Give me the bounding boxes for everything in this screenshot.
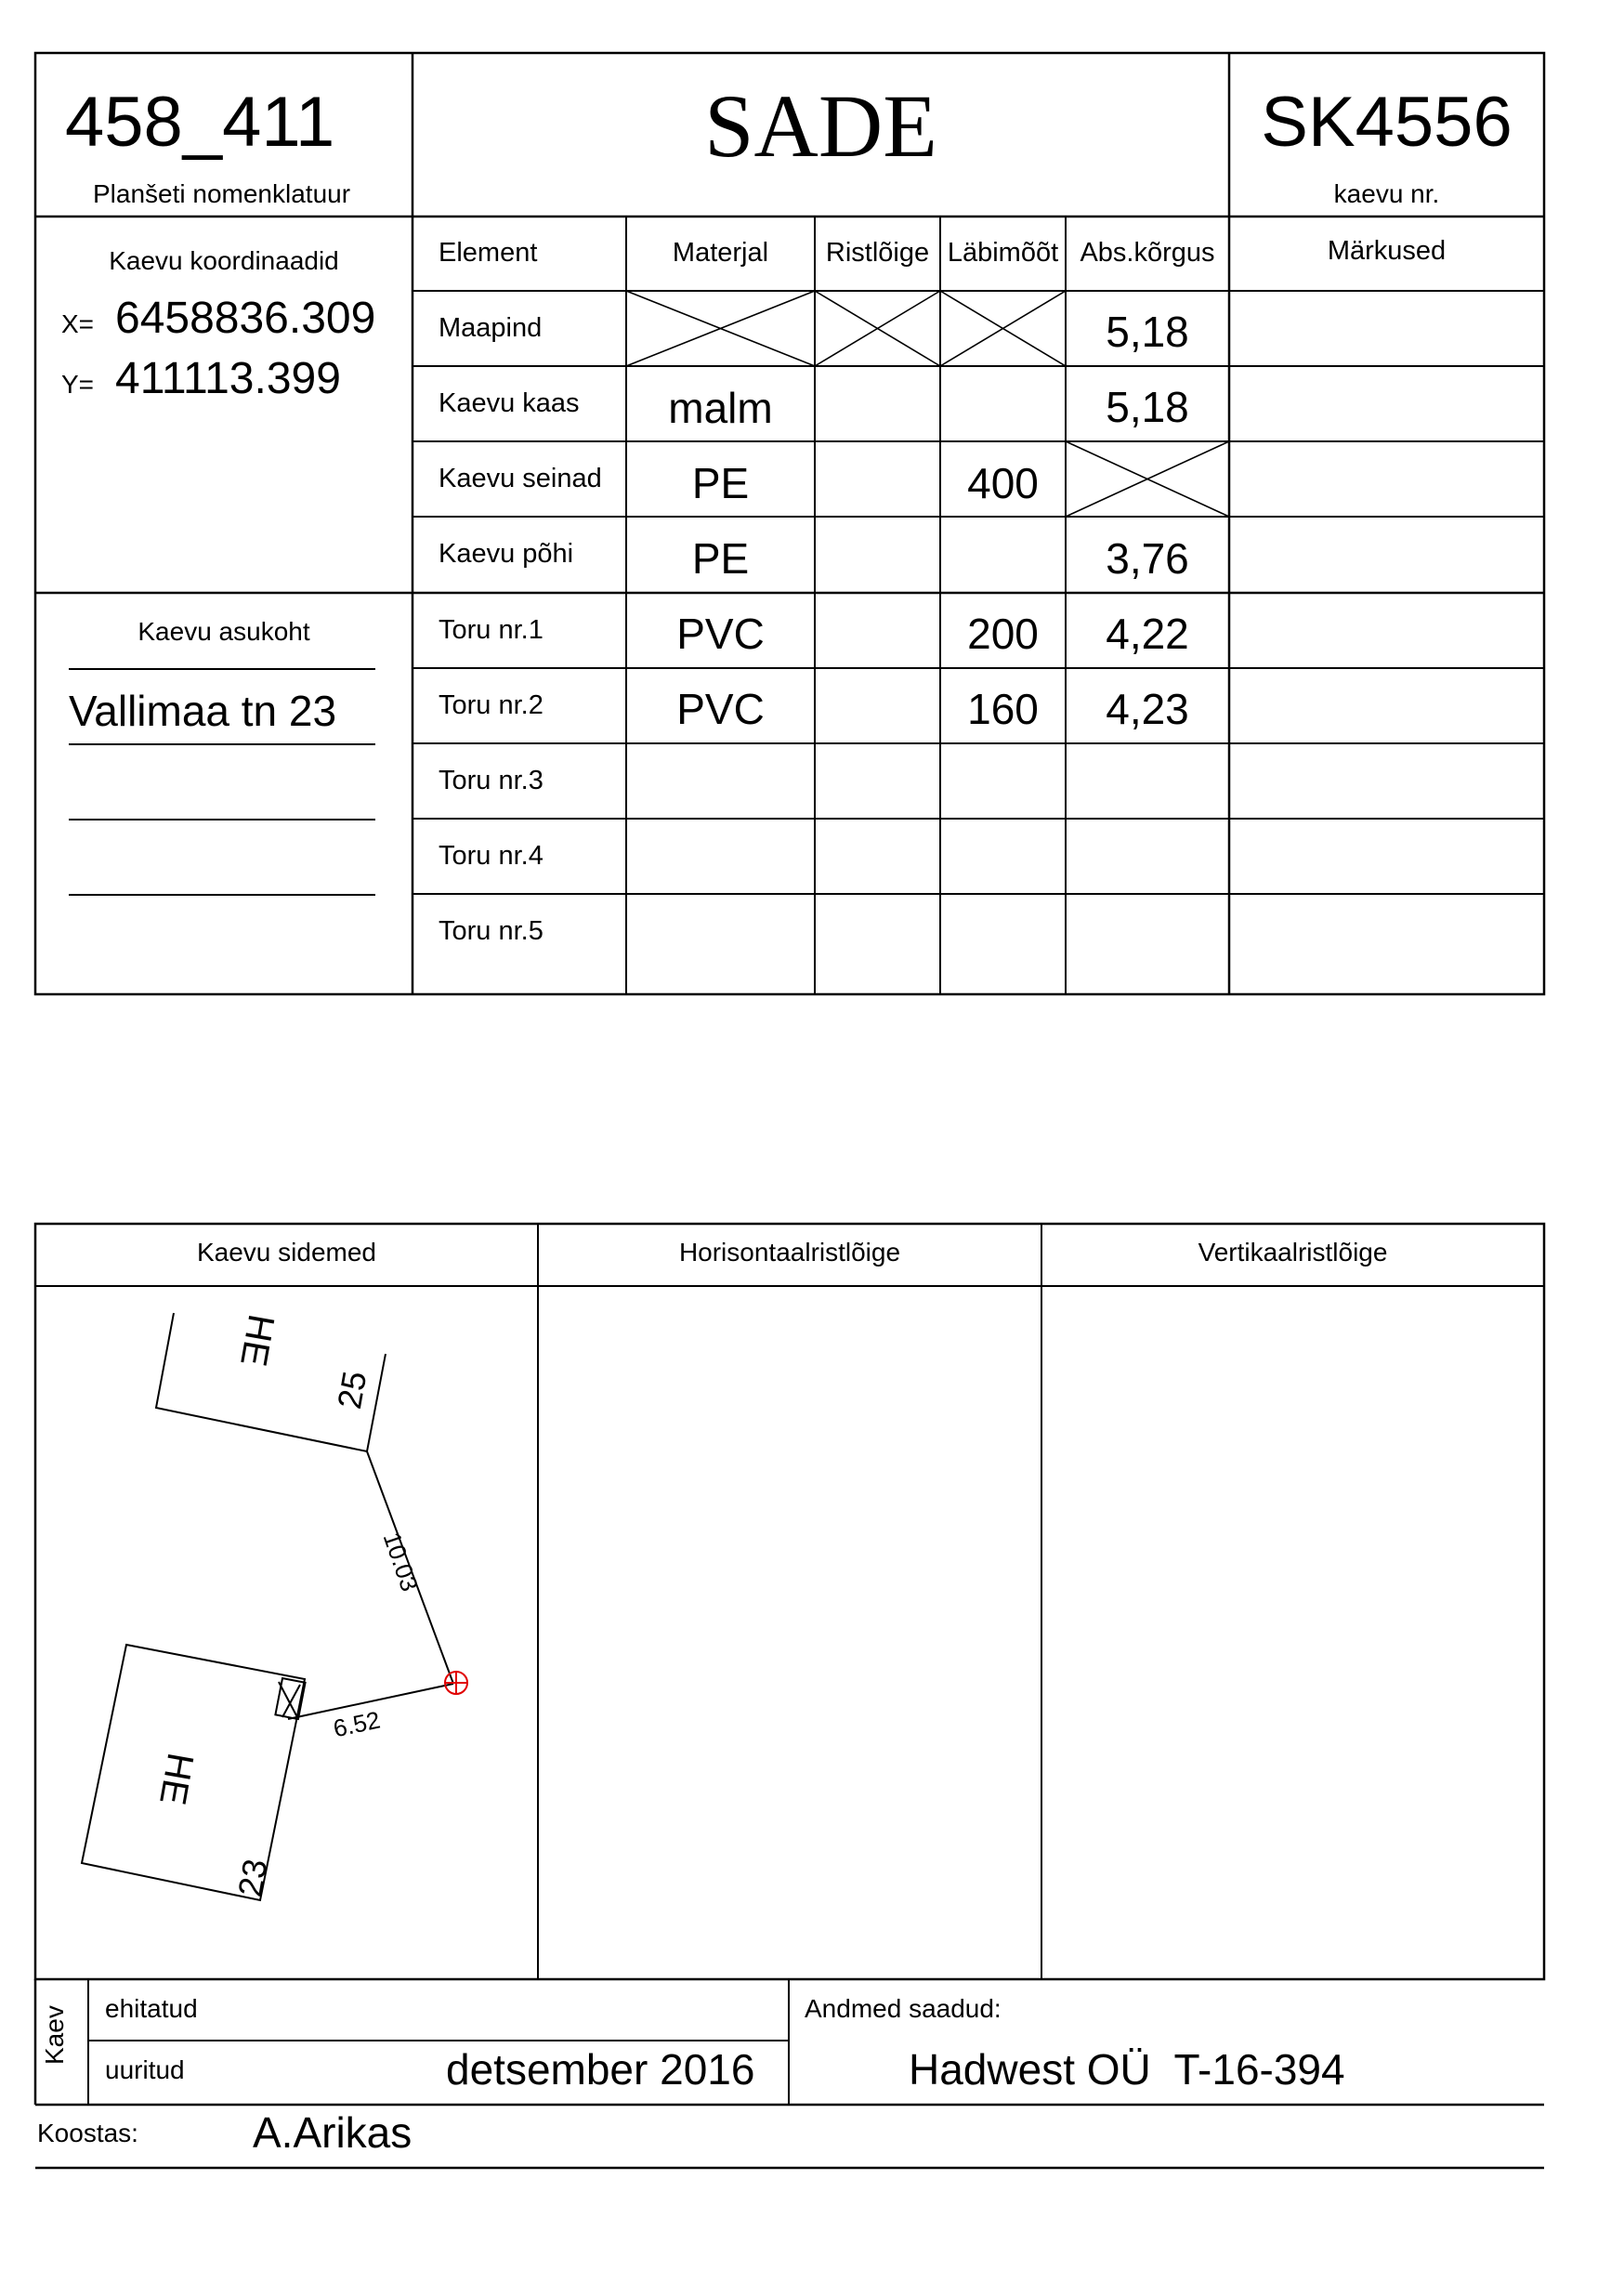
cell-diameter: 200 <box>967 610 1039 658</box>
col-header-notes: Märkused <box>1327 236 1447 266</box>
col-header-cross: Ristlõige <box>825 238 930 268</box>
col-header-material: Materjal <box>672 238 769 268</box>
row-element: Kaevu kaas <box>439 388 580 418</box>
page-title: SADE <box>704 76 937 176</box>
cell-diameter: 400 <box>967 459 1039 507</box>
building-number-top: 25 <box>330 1368 374 1412</box>
compiled-value: A.Arikas <box>253 2108 413 2157</box>
cell-material: PVC <box>676 610 765 658</box>
location-address: Vallimaa tn 23 <box>69 687 337 735</box>
building-label-bottom: HE <box>151 1750 202 1808</box>
data-value: Hadwest OÜ T-16-394 <box>909 2045 1345 2094</box>
surveyed-value: detsember 2016 <box>446 2045 755 2094</box>
col-horizontal-header: Horisontaalristlõige <box>678 1238 901 1267</box>
col-header-diameter: Läbimõõt <box>947 238 1059 268</box>
location-caption: Kaevu asukoht <box>138 617 310 646</box>
coords-caption: Kaevu koordinaadid <box>109 246 339 275</box>
cell-height: 5,18 <box>1106 308 1189 356</box>
cell-height: 4,23 <box>1106 685 1189 733</box>
row-element: Toru nr.5 <box>439 916 544 946</box>
y-value: 411113.399 <box>115 354 341 403</box>
distance-long: 10.03 <box>377 1529 425 1595</box>
cell-height: 4,22 <box>1106 610 1189 658</box>
row-element: Toru nr.3 <box>439 766 544 795</box>
well-marker-icon <box>445 1672 467 1694</box>
compiled-label: Koostas: <box>37 2119 138 2147</box>
building-number-bottom: 23 <box>230 1856 275 1900</box>
row-element: Toru nr.2 <box>439 690 544 720</box>
surveyed-label: uuritud <box>105 2055 185 2084</box>
built-label: ehitatud <box>105 1994 198 2023</box>
sheet-number: 458_411 <box>65 83 335 162</box>
cell-material: PVC <box>676 685 765 733</box>
footer-side-label: Kaev <box>40 2005 69 2065</box>
cell-material: PE <box>691 459 750 507</box>
col-header-element: Element <box>439 238 538 268</box>
cell-material: malm <box>668 384 773 432</box>
distance-short: 6.52 <box>331 1705 383 1743</box>
well-number: SK4556 <box>1261 83 1513 162</box>
well-caption: kaevu nr. <box>1333 179 1440 208</box>
cell-height: 5,18 <box>1106 383 1189 431</box>
row-element: Kaevu põhi <box>439 539 574 569</box>
row-element: Toru nr.1 <box>439 615 544 645</box>
cell-height: 3,76 <box>1106 534 1189 583</box>
building-label-top: HE <box>232 1311 282 1370</box>
row-element: Kaevu seinad <box>439 464 602 493</box>
sheet-caption: Planšeti nomenklatuur <box>93 179 351 208</box>
data-label: Andmed saadud: <box>805 1994 1002 2023</box>
x-value: 6458836.309 <box>115 294 376 343</box>
y-label: Y= <box>61 370 95 399</box>
col-header-height: Abs.kõrgus <box>1080 238 1215 268</box>
col-links-header: Kaevu sidemed <box>196 1238 376 1267</box>
cell-diameter: 160 <box>967 685 1039 733</box>
row-element: Toru nr.4 <box>439 841 544 871</box>
cell-material: PE <box>691 534 750 583</box>
col-vertical-header: Vertikaalristlõige <box>1198 1238 1388 1267</box>
x-label: X= <box>61 309 95 338</box>
row-element: Maapind <box>439 313 543 343</box>
